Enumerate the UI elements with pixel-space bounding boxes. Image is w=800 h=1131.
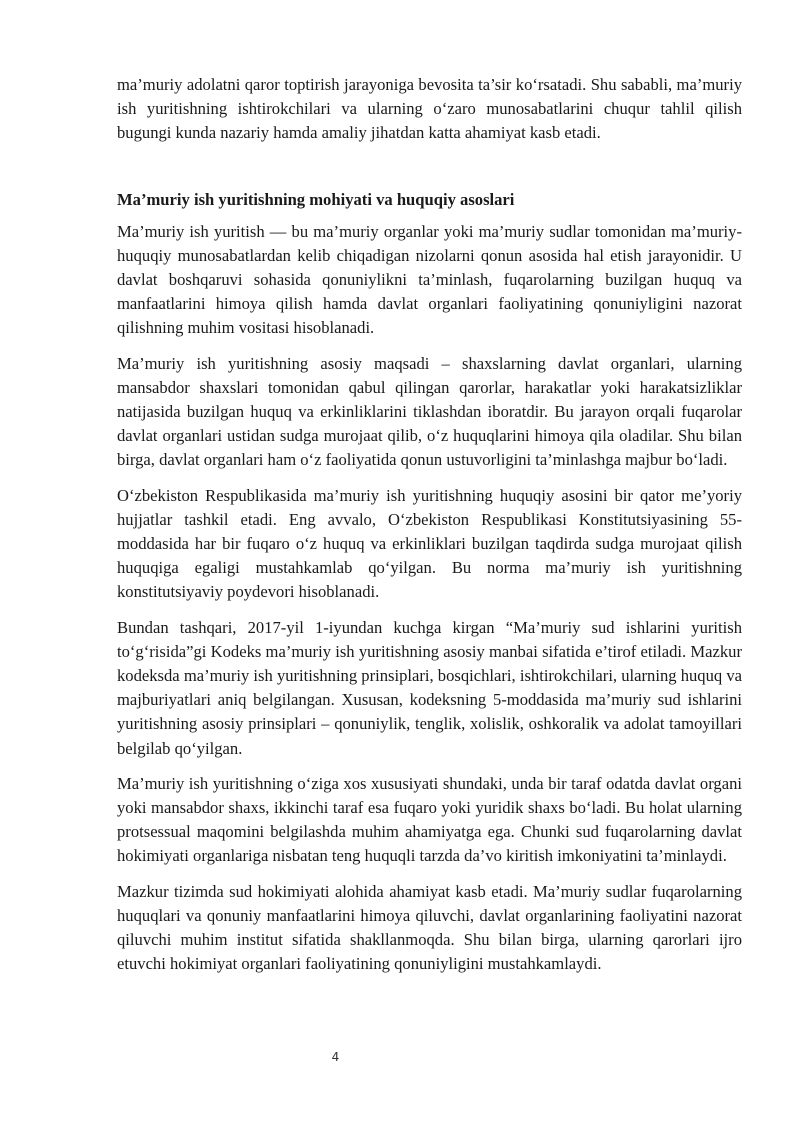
body-paragraph: Mazkur tizimda sud hokimiyati alohida ahamiyat kasb etadi. Ma’muriy sudlar fuqarolarning huquqlari va qonuniy manfaatlarini himoya qiluvchi, davlat organlarining faoliyatini nazorat qiluvchi muhim institut sifatida shakllanmoqda. Shu bilan birga, ularning qarorlari ijro etuvchi hokimiyat organlari faoliyatining qonuniyligini mustahkamlaydi. — [117, 881, 742, 974]
body-paragraph: Ma’muriy ish yuritishning asosiy maqsadi – shaxslarning davlat organlari, ularning mansabdor shaxslari tomonidan qabul qilingan qarorlar, harakatlar yoki harakatsizliklar natijasida buzilgan huquq va erkinliklarini tiklashdan iboratdir. Bu jarayon orqali fuqarolar davlat organlari ustidan sudga murojaat qilib, o‘z huquqlarini himoya qila oladilar. Shu bilan birga, davlat organlari ham o‘z faoliyatida qonun ustuvorligini ta’minlashga majbur bo‘ladi. — [117, 353, 742, 470]
page-number: 4 — [331, 1050, 340, 1064]
document-page — [117, 73, 742, 977]
body-paragraph: Ma’muriy ish yuritishning o‘ziga xos xususiyati shundaki, unda bir taraf odatda davlat organi yoki mansabdor shaxs, ikkinchi taraf esa fuqaro yoki yuridik shaxs bo‘ladi. Bu holat ularning protsessual maqomini belgilashda muhim ahamiyatga ega. Chunki sud fuqarolarning davlat hokimiyati organlariga nisbatan teng huquqli tarzda da’vo kiritish imkoniyatini ta’minlaydi. — [117, 773, 742, 866]
body-paragraph: O‘zbekiston Respublikasida ma’muriy ish yuritishning huquqiy asosini bir qator me’yoriy hujjatlar tashkil etadi. Eng avvalo, O‘zbekiston Respublikasi Konstitutsiyasining 55-moddasida har bir fuqaro o‘z huquq va erkinliklari buzilgan taqdirda sudga murojaat qilish huquqiga egaligi mustahkamlab qo‘yilgan. Bu norma ma’muriy ish yuritishning konstitutsiyaviy poydevori hisoblanadi. — [117, 485, 742, 602]
body-paragraph: Bundan tashqari, 2017-yil 1-iyundan kuchga kirgan “Ma’muriy sud ishlarini yuritish to‘g‘risida”gi Kodeks ma’muriy ish yuritishning asosiy manbai sifatida e’tirof etiladi. Mazkur kodeksda ma’muriy ish yuritishning prinsiplari, bosqichlari, ishtirokchilari, ularning huquq va majburiyatlari aniq belgilangan. Xususan, kodeksning 5-moddasida ma’muriy sud ishlarini yuritishning asosiy prinsiplari – qonuniylik, tenglik, xolislik, oshkoralik va adolat tamoyillari belgilab qo‘yilgan. — [117, 617, 742, 758]
body-paragraph: Ma’muriy ish yuritish — bu ma’muriy organlar yoki ma’muriy sudlar tomonidan ma’muriy-huquqiy munosabatlardan kelib chiqadigan nizolarni qonun asosida hal etish jarayonidir. U davlat boshqaruvi sohasida qonuniylikni ta’minlash, fuqarolarning buzilgan huquq va manfaatlarini himoya qilish hamda davlat organlari faoliyatining qonuniyligini nazorat qilishning muhim vositasi hisoblanadi. — [117, 221, 742, 338]
section-heading: Ma’muriy ish yuritishning mohiyati va huquqiy asoslari — [117, 189, 515, 209]
intro-paragraph: ma’muriy adolatni qaror toptirish jarayoniga bevosita ta’sir ko‘rsatadi. Shu sababli, ma’muriy ish yuritishning ishtirokchilari va ularning o‘zaro munosabatlarini chuqur tahlil qilish bugungi kunda nazariy hamda amaliy jihatdan katta ahamiyat kasb etadi. — [117, 75, 742, 143]
